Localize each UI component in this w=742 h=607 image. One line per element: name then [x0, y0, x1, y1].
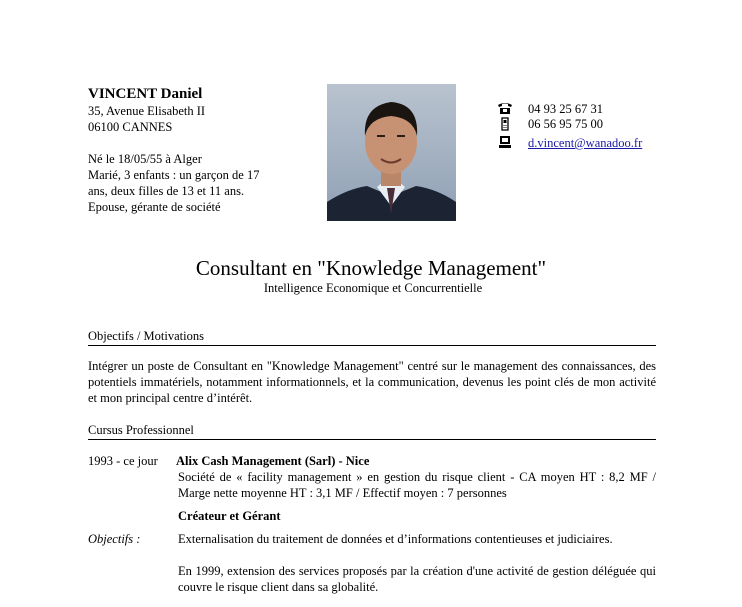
family-line-2: ans, deux filles de 13 et 11 ans.	[88, 184, 245, 198]
career-description: Société de « facility management » en gestion du risque client - CA moyen HT : 8,2 MF / Marge nette moyenne HT : 3,1 MF / Effectif moyen : 7 personnes	[178, 470, 656, 500]
career-period: 1993 - ce jour	[88, 454, 158, 468]
cv-subtitle: Intelligence Economique et Concurrentielle	[263, 281, 483, 295]
birth-info: Né le 18/05/55 à Alger	[88, 152, 202, 166]
family-line-1: Marié, 3 enfants : un garçon de 17	[88, 168, 260, 182]
telephone-icon	[497, 101, 513, 115]
computer-icon	[497, 135, 513, 149]
career-objectives-label: Objectifs :	[88, 532, 141, 546]
section-heading-career: Cursus Professionnel	[88, 423, 194, 437]
objectives-text: Intégrer un poste de Consultant en "Knowledge Management" centré sur le management des connaissances, des potentiels immatériels, notamment informationnels, et la communication, devenus les point clés de mon activité et mon principal centre d’intérêt.	[88, 359, 656, 405]
cv-title: Consultant en "Knowledge Management"	[195, 256, 547, 280]
address-line-2: 06100 CANNES	[88, 120, 173, 134]
career-objectives-text-1: Externalisation du traitement de données et d’informations contentieuses et judiciaires.	[178, 532, 613, 546]
mobile-number: 06 56 95 75 00	[528, 117, 603, 131]
career-objectives-text-2: En 1999, extension des services proposés par la création d'une activité de gestion déléguée qui couvre le risque client dans sa globalité.	[178, 564, 656, 594]
mobile-phone-icon	[497, 117, 513, 131]
phone-number: 04 93 25 67 31	[528, 102, 603, 116]
address-line-1: 35, Avenue Elisabeth II	[88, 104, 206, 118]
career-company: Alix Cash Management (Sarl) - Nice	[176, 454, 370, 468]
email-link[interactable]: d.vincent@wanadoo.fr	[528, 136, 643, 150]
divider	[88, 439, 656, 440]
person-name: VINCENT Daniel	[88, 86, 203, 102]
spouse-info: Epouse, gérante de société	[88, 200, 221, 214]
career-role: Créateur et Gérant	[178, 509, 281, 523]
profile-photo	[327, 84, 456, 221]
divider	[88, 345, 656, 346]
section-heading-objectives: Objectifs / Motivations	[88, 329, 204, 343]
